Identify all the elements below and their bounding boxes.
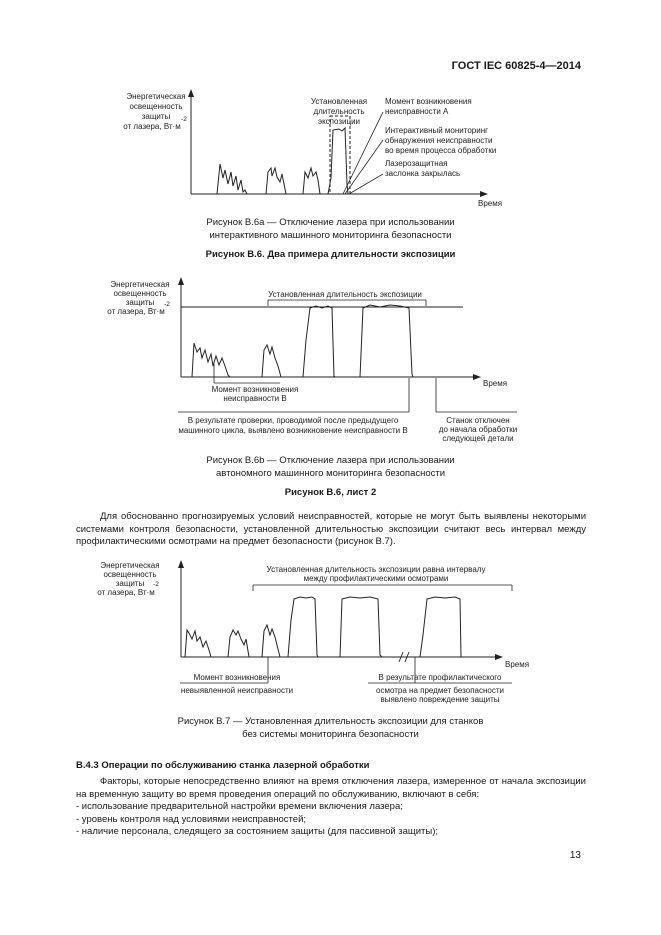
x-axis-label: Время (478, 199, 503, 208)
caption-b7 (0, 716, 661, 741)
caption-b6: Рисунок В.6. Два примера длительности экспозиции (205, 249, 456, 260)
y-label-line: освещенность (103, 570, 157, 579)
annotation-line: неисправности В (223, 394, 287, 403)
paragraph-text: Для обоснованно прогнозируемых условий неисправностей, которые не могут быть выявлены некоторыми системами контроля безопасности, установленной длительностью экспозиции считают весь интервал между профилактическими осмотрами на предмет безопасности (рисунок В.7). (76, 511, 586, 547)
y-unit-exponent: -2 (153, 581, 159, 588)
y-label-line: освещенность (113, 289, 167, 298)
figure-b6b (0, 270, 661, 450)
annotation-line: неисправности A (385, 107, 449, 116)
y-label-line: защиты (115, 579, 145, 588)
list-item: - наличие персонала, следящего за состоянием защиты (для пассивной защиты); (76, 826, 439, 837)
document-code: ГОСТ IEC 60825-4—2014 (451, 60, 581, 72)
caption-line: без системы мониторинга безопасности (242, 728, 419, 740)
factor-list (76, 801, 586, 839)
annotation-line: экспозиции (317, 117, 361, 126)
annotation-line: во время процесса обработки (385, 146, 497, 155)
annotation-line: невыявленной неисправности (180, 686, 294, 695)
figure-b6a (0, 0, 661, 215)
y-unit-exponent: -2 (164, 301, 170, 308)
y-label-line: от лазера, Вт·м (107, 307, 165, 316)
annotation-line: обнаружения неисправности (385, 136, 493, 145)
caption-b6b (0, 455, 661, 480)
irradiance-trace (181, 305, 413, 377)
y-axis-arrow (178, 560, 184, 568)
annotation-line: заслонка закрылась (385, 169, 461, 178)
annotation-line: Момент возникновения (193, 673, 281, 682)
y-label-line: Энергетическая (126, 92, 186, 101)
y-label-line: защиты (125, 298, 155, 307)
annotation-line: осмотра на предмет безопасности (376, 686, 504, 695)
exposure-annotation: Установленная длительность экспозиции (268, 290, 422, 299)
y-axis-arrow (188, 89, 194, 97)
x-axis-label: Время (505, 660, 530, 669)
figure-b7 (0, 555, 661, 715)
annotation-line: Момент возникновения (211, 385, 299, 394)
caption-line: Рисунок В.6b — Отключение лазера при использовании (206, 455, 455, 466)
y-unit-exponent: -2 (181, 116, 187, 123)
y-label-line: от лазера, Вт·м (97, 588, 155, 597)
caption-line: Рисунок В.7 — Установленная длительность экспозиции для станков (177, 716, 484, 727)
section-title: В.4.3 Операции по обслуживанию станка лазерной обработки (76, 760, 370, 771)
paragraph-2 (76, 776, 586, 839)
annotation-line: В результате проверки, проводимой после предыдущего (187, 416, 399, 425)
x-axis-arrow (495, 654, 503, 660)
annotation-line: Интерактивный мониторинг (385, 126, 489, 135)
list-item: - уровень контроля над условиями неисправностей; (76, 813, 307, 825)
annotation-line: Момент возникновения (385, 97, 472, 106)
x-axis-arrow (480, 191, 488, 197)
y-label-line: от лазера, Вт·м (123, 122, 181, 131)
annotation-line: машинного цикла, выявлено возникновение неисправности В (178, 426, 408, 435)
annotation-line: выявлено повреждение защиты (380, 695, 500, 704)
annotation-line: Установленная длительность экспозиции равна интервалу (266, 565, 486, 574)
y-label-line: Энергетическая (110, 280, 170, 289)
paragraph-text: Факторы, которые непосредственно влияют на время отключения лазера, измеренное от начала экспозиции на временную защиту во время проведения операций по обслуживанию, включают в себя: (76, 776, 586, 800)
y-axis-arrow (178, 277, 184, 285)
page-number: 13 (569, 850, 581, 861)
irradiance-trace (191, 128, 348, 194)
list-item: - использование предварительной настройки времени включения лазера; (76, 801, 403, 812)
caption-b6-sheet: Рисунок В.6, лист 2 (284, 487, 377, 498)
y-label-line: Энергетическая (100, 561, 160, 570)
caption-line: Рисунок В.6а — Отключение лазера при использовании (206, 217, 455, 228)
annotation-line: длительность (313, 107, 365, 116)
annotation-line: Станок отключен (446, 416, 510, 425)
annotation-line: между профилактическими осмотрами (303, 574, 449, 583)
annotation-line: В результате профилактического (378, 673, 502, 682)
y-label-line: защиты (141, 112, 171, 121)
caption-line: интерактивного машинного мониторинга безопасности (209, 229, 452, 241)
annotation-line: Лазерозащитная (385, 159, 448, 168)
x-axis-arrow (473, 374, 481, 380)
caption-line: автономного машинного мониторинга безопасности (215, 467, 446, 479)
irradiance-trace (181, 597, 461, 657)
y-label-line: освещенность (129, 102, 183, 111)
caption-b6a (0, 217, 661, 242)
annotation-line: следующей детали (442, 434, 514, 443)
x-axis-label: Время (483, 379, 508, 388)
paragraph-1 (76, 511, 586, 549)
annotation-line: Установленная (310, 97, 368, 106)
annotation-line: до начала обработки (438, 425, 518, 434)
